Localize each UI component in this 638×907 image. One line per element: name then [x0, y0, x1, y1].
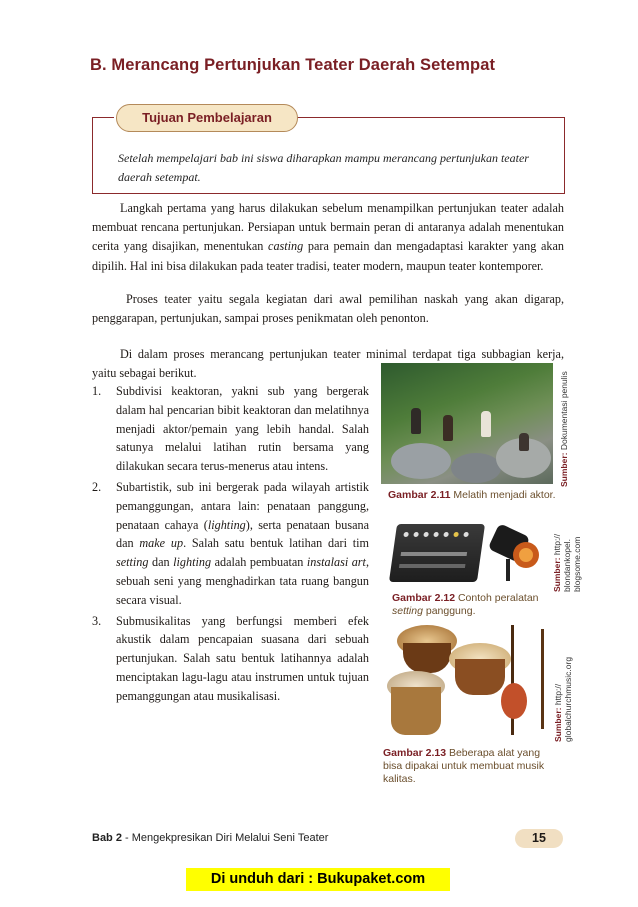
box-top-border-right — [296, 117, 564, 118]
figure-2-13-caption: Gambar 2.13 Beberapa alat yang bisa dipakai untuk membuat musik kalitas. — [383, 747, 545, 785]
learning-objective-text: Setelah mempelajari bab ini siswa diharapkan mampu merancang pertunjukan teater daerah setempat. — [118, 151, 529, 184]
paragraph-1: Langkah pertama yang harus dilakukan sebelum menampilkan pertunjukan teater adalah membuat rencana pertunjukan. Persiapan untuk bermain peran di antaranya adalah menentukan cerita yang disajikan, menentukan casting para pemain dan mengadaptasi karakter yang akan dipilih. Hal ini bisa dilakukan pada teater tradisi, teater modern, maupun teater kontemporer. — [92, 201, 564, 273]
list-item: 2. Subartistik, sub ini bergerak pada wilayah artistik pemanggungan, antara lain: penataan panggung, penataan cahaya (lighting), serta penataan busana dan make up. Salah satu bentuk latihan dari tim setting dan lighting adalah pembuatan instalasi art, sebuah seni yang menghadirkan tata ruang bangun secara visual. — [92, 479, 369, 607]
figure-2-13-source: Sumber: http:// globalchurchmusic.org — [553, 656, 573, 742]
figure-2-11-caption: Gambar 2.11 Melatih menjadi aktor. — [388, 489, 556, 501]
figure-2-12-caption: Gambar 2.12 Contoh peralatan setting panggung. — [392, 592, 539, 617]
paragraph-2: Proses teater yaitu segala kegiatan dari awal pemilihan naskah yang akan digarap, penggarapan, pertunjukan, sampai proses penikmatan oleh penonton. — [92, 292, 564, 326]
list-item: 1. Subdivisi keaktoran, yakni sub yang bergerak dalam hal pencarian bibit keaktoran dan melatihnya menjadi aktor/pemain yang lebih handal. Salah satunya melalui latihan rutin bersama yang dilakukan secara terus-menerus atau intens. — [92, 384, 369, 474]
spotlight-image — [486, 515, 544, 585]
music-instruments-image — [385, 625, 565, 740]
figure-2-12-source: Sumber: http:// blondankopel. blogsome.com — [552, 533, 582, 592]
paragraph-3: Di dalam proses merancang pertunjukan teater minimal terdapat tiga subbagian kerja, yaitu sebagai berikut. — [92, 347, 564, 381]
list-item: 3. Submusikalitas yang berfungsi memberi efek akustik dalam pencapaian suasana dari sebuah pertunjukan. Salah satu bentuk latihannya adalah menciptakan lagu-lagu atau instrumen untuk tujuan pemanggungan atau musikalisasi. — [92, 613, 369, 703]
actor-training-photo — [381, 363, 553, 484]
download-source-banner: Di unduh dari : Bukupaket.com — [186, 868, 450, 891]
learning-objective-label: Tujuan Pembelajaran — [116, 104, 298, 132]
figure-2-11-source: Sumber: Dokumentasi penulis — [559, 371, 569, 487]
page-number: 15 — [515, 829, 563, 848]
section-title: B. Merancang Pertunjukan Teater Daerah Setempat — [90, 56, 496, 74]
box-top-border-left — [92, 117, 114, 118]
page-footer: Bab 2 - Mengekpresikan Diri Melalui Seni Teater — [92, 832, 329, 844]
subdivision-list — [92, 382, 369, 708]
lighting-mixer-image — [389, 524, 485, 582]
